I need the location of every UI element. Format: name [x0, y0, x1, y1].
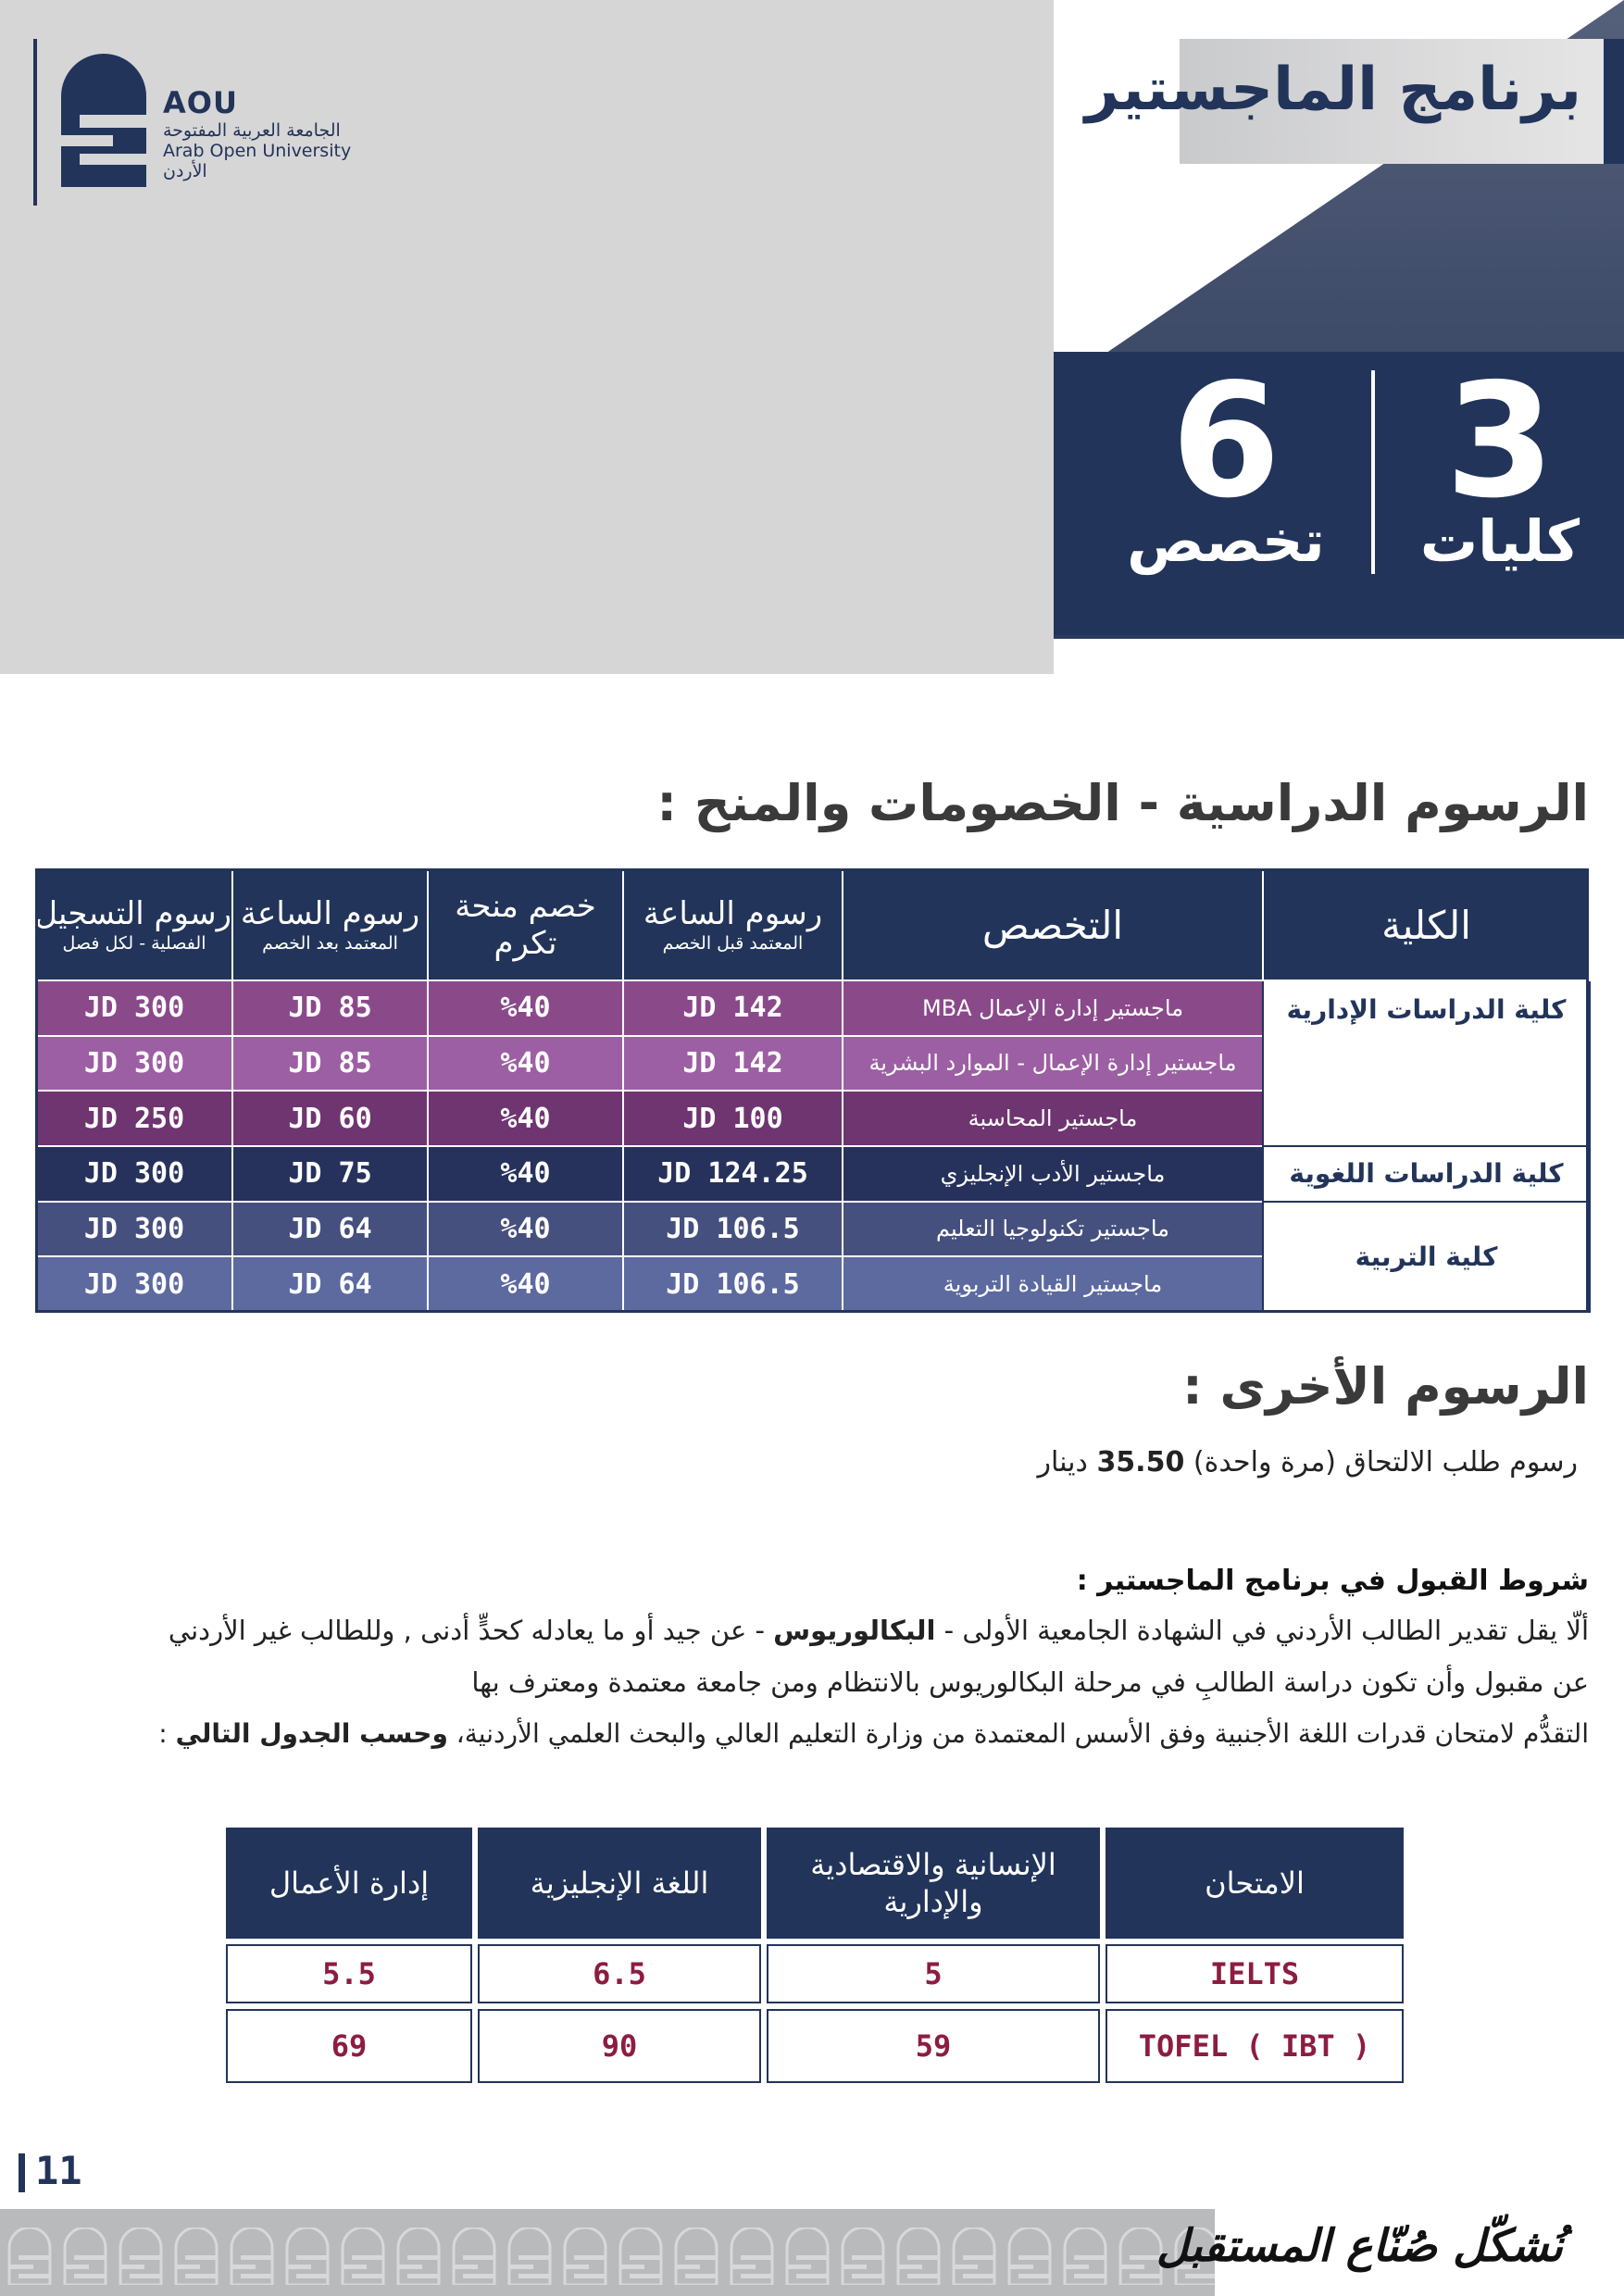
col-grant-main: خصم منحة — [455, 888, 596, 925]
discount-cell: %40 — [428, 980, 623, 1036]
humanities-score-cell: 59 — [767, 2009, 1100, 2083]
exam-cell: IELTS — [1106, 1944, 1404, 2003]
major-cell: ماجستير تكنولوجيا التعليم — [843, 1202, 1263, 1257]
footer-pattern-icon — [1007, 2227, 1052, 2285]
registration-cell: 300 JD — [36, 1146, 232, 1202]
admission-p3-b: : — [158, 1718, 176, 1749]
footer-pattern-icon — [674, 2227, 718, 2285]
footer-pattern-icon — [230, 2227, 274, 2285]
footer-pattern-icon — [452, 2227, 496, 2285]
header-background — [0, 0, 1054, 674]
table-row — [226, 1944, 1404, 2003]
english-score-cell: 6.5 — [478, 1944, 761, 2003]
major-cell: ماجستير المحاسبة — [843, 1091, 1263, 1146]
footer-pattern-icon — [1063, 2227, 1107, 2285]
other-fees-heading: الرسوم الأخرى : — [1182, 1357, 1589, 1416]
majors-label: تخصص — [1127, 507, 1325, 575]
hour-before-cell: 100 JD — [623, 1091, 843, 1146]
col-hour-before-sub: المعتمد قبل الخصم — [662, 933, 804, 954]
colleges-count: 3 — [1444, 350, 1555, 533]
table-row — [36, 1202, 1590, 1257]
footer-pattern-icon — [618, 2227, 663, 2285]
footer-pattern-icon — [841, 2227, 885, 2285]
col-hour-before-main: رسوم الساعة — [643, 895, 823, 932]
discount-cell: %40 — [428, 1256, 623, 1312]
registration-cell: 300 JD — [36, 980, 232, 1036]
fees-heading: الرسوم الدراسية - الخصومات والمنح : — [656, 774, 1589, 832]
col-registration — [36, 869, 232, 980]
col-hour-after-main: رسوم الساعة — [240, 895, 420, 932]
colleges-label: كليات — [1419, 507, 1580, 575]
college-cell: كلية الدراسات اللغوية — [1263, 1146, 1590, 1202]
application-fee-amount: 35.50 — [1096, 1446, 1185, 1479]
title-accent — [1604, 39, 1624, 164]
hour-after-cell: 60 JD — [232, 1091, 428, 1146]
application-fee-line — [1038, 1446, 1579, 1479]
col-humanities: الإنسانية والاقتصادية والإدارية — [767, 1828, 1100, 1939]
exam-cell: TOFEL ( IBT ) — [1106, 2009, 1404, 2083]
admission-p1-b: - عن جيد أو ما يعادله كحدٍّ أدنى , وللطالب غير الأردني — [168, 1615, 774, 1646]
col-english: اللغة الإنجليزية — [478, 1828, 761, 1939]
discount-cell: %40 — [428, 1036, 623, 1092]
humanities-score-cell: 5 — [767, 1944, 1100, 2003]
hour-after-cell: 64 JD — [232, 1256, 428, 1312]
discount-cell: %40 — [428, 1091, 623, 1146]
footer-pattern-icon — [507, 2227, 552, 2285]
col-exam: الامتحان — [1106, 1828, 1404, 1939]
footer-pattern-icon — [7, 2227, 52, 2285]
college-cell: كلية التربية — [1263, 1202, 1590, 1312]
table-row — [36, 980, 1590, 1036]
business-score-cell: 5.5 — [226, 1944, 472, 2003]
college-cell: كلية الدراسات الإدارية — [1263, 980, 1590, 1146]
registration-cell: 250 JD — [36, 1091, 232, 1146]
registration-cell: 300 JD — [36, 1256, 232, 1312]
major-cell: ماجستير إدارة الإعمال MBA — [843, 980, 1263, 1036]
footer-pattern-icon — [730, 2227, 774, 2285]
major-cell: ماجستير إدارة الإعمال - الموارد البشرية — [843, 1036, 1263, 1092]
hour-after-cell: 85 JD — [232, 1036, 428, 1092]
discount-cell: %40 — [428, 1146, 623, 1202]
registration-cell: 300 JD — [36, 1202, 232, 1257]
col-college: الكلية — [1263, 869, 1590, 980]
logo-country: الأردن — [163, 161, 207, 181]
major-cell: ماجستير القيادة التربوية — [843, 1256, 1263, 1312]
col-hour-after — [232, 869, 428, 980]
footer-pattern-strip — [0, 2209, 1215, 2296]
discount-cell: %40 — [428, 1202, 623, 1257]
footer-pattern-icon — [285, 2227, 330, 2285]
col-grant — [428, 869, 623, 980]
hour-after-cell: 64 JD — [232, 1202, 428, 1257]
aou-logo-icon — [61, 54, 146, 187]
table-row — [36, 1146, 1590, 1202]
hour-before-cell: 106.5 JD — [623, 1202, 843, 1257]
language-requirements-table — [220, 1822, 1409, 2089]
col-registration-sub: الفصلية - لكل فصل — [62, 933, 206, 954]
table-row — [226, 2009, 1404, 2083]
logo-divider — [33, 39, 37, 206]
footer-pattern-icon — [952, 2227, 996, 2285]
footer-pattern-icon — [63, 2227, 107, 2285]
footer-pattern-icon — [341, 2227, 385, 2285]
hour-after-cell: 75 JD — [232, 1146, 428, 1202]
admission-p1-a: ألّا يقل تقدير الطالب الأردني في الشهادة الجامعية الأولى - — [935, 1615, 1589, 1646]
admission-title: شروط القبول في برنامج الماجستير : — [1076, 1565, 1589, 1597]
hour-before-cell: 124.25 JD — [623, 1146, 843, 1202]
footer-slogan: نُشكّل صُنّاع المستقبل — [1156, 2220, 1563, 2272]
col-registration-main: رسوم التسجيل — [34, 895, 231, 932]
hour-before-cell: 142 JD — [623, 1036, 843, 1092]
hour-before-cell: 142 JD — [623, 980, 843, 1036]
admission-paragraph-3 — [158, 1718, 1589, 1749]
col-grant-sub: تكرم — [493, 925, 557, 962]
business-score-cell: 69 — [226, 2009, 472, 2083]
english-score-cell: 90 — [478, 2009, 761, 2083]
col-hour-before — [623, 869, 843, 980]
admission-p3-a: التقدُّم لامتحان قدرات اللغة الأجنبية وفق الأسس المعتمدة من وزارة التعليم العالي والبحث العلمي الأردنية، — [447, 1718, 1589, 1749]
hour-before-cell: 106.5 JD — [623, 1256, 843, 1312]
page-number: 11 — [35, 2148, 82, 2193]
footer-pattern-icon — [396, 2227, 441, 2285]
application-fee-currency: دينار — [1037, 1446, 1088, 1479]
admission-p3-bold: وحسب الجدول التالي — [175, 1718, 448, 1749]
footer-pattern-icon — [174, 2227, 219, 2285]
registration-cell: 300 JD — [36, 1036, 232, 1092]
col-business: إدارة الأعمال — [226, 1828, 472, 1939]
logo-abbr: AOU — [163, 85, 238, 120]
fees-table — [35, 868, 1591, 1313]
stats-divider — [1371, 370, 1375, 574]
col-hour-after-sub: المعتمد بعد الخصم — [262, 933, 398, 954]
col-major: التخصص — [843, 869, 1263, 980]
language-header-row — [226, 1828, 1404, 1939]
application-fee-label: رسوم طلب الالتحاق (مرة واحدة) — [1193, 1446, 1578, 1479]
logo-name-ar: الجامعة العربية المفتوحة — [163, 120, 341, 141]
logo-text — [163, 85, 351, 181]
admission-paragraph-1 — [169, 1615, 1589, 1646]
footer-pattern-icon — [119, 2227, 163, 2285]
majors-count: 6 — [1170, 350, 1281, 533]
footer-pattern-icon — [563, 2227, 607, 2285]
page-number-bar — [19, 2153, 25, 2192]
logo-name-en: Arab Open University — [163, 141, 352, 161]
admission-paragraph-2: عن مقبول وأن تكون دراسة الطالبِ في مرحلة البكالوريوس بالانتظام ومن جامعة معتمدة ومعترف بها — [471, 1666, 1589, 1698]
footer-pattern-icon — [785, 2227, 830, 2285]
admission-p1-bold: البكالوريوس — [773, 1615, 936, 1646]
hour-after-cell: 85 JD — [232, 980, 428, 1036]
footer-pattern-icon — [896, 2227, 941, 2285]
fees-header-row — [36, 869, 1590, 980]
page-title: برنامج الماجستير — [1084, 56, 1581, 124]
major-cell: ماجستير الأدب الإنجليزي — [843, 1146, 1263, 1202]
